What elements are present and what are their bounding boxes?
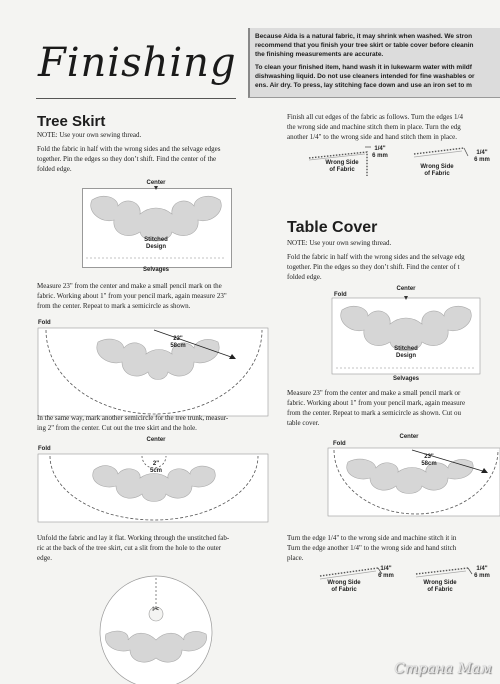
label-line: Wrong Side [420,164,454,170]
label-line: 2" [152,461,160,467]
selvages-label: Selvages [142,267,170,273]
page-title: Finishing [38,40,237,86]
fold-label: Fold [334,292,347,298]
center-label: Center [146,437,166,443]
text-line: fabric. Working about 1" from your pencil mark, again measure [287,399,466,407]
text-line: from the center. Repeat to mark a semicircle as shown. Cut ou [287,409,461,417]
text-line: Fold the fabric in half with the wrong sides and the selvage edg [287,253,465,261]
table-cover-step-3 [287,533,499,563]
label-line: Wrong Side [423,580,457,586]
text-line: another 1/4" to the wrong side and hand stitch them in place. [287,133,458,141]
text-line: Turn the edge another 1/4" to the wrong side and hand stitch [287,544,457,552]
tree-skirt-step-1 [37,144,269,174]
hem-measure-label [468,566,496,580]
text-line: Turn the edge 1/4" to the wrong side and machine stitch it in [287,534,457,542]
text-line: together. Pin the edges so they don’t shift. Find the center of t [287,263,460,271]
site-watermark: Страна Мам [394,661,492,677]
text-line: Measure 23" from the center and make a small pencil mark on the [37,282,222,290]
label-line: Wrong Side [327,580,361,586]
stitched-design-label [386,346,426,360]
notice-line: ens. Air dry. To press, lay stitching face down and use an iron set to m [255,82,472,89]
washing-notice [248,28,500,98]
text-line: fabric. Working about 1" from your pencil mark, again measure 23" [37,292,227,300]
table-cover-step-2 [287,388,499,428]
table-cover-step-1 [287,252,499,282]
notice-line: To clean your finished item, hand wash it in lukewarm water with mildf [255,64,472,71]
text-line: folded edge. [37,165,72,173]
finish-edges-text [287,112,500,142]
measure-label [163,336,193,350]
selvages-label: Selvages [392,376,420,382]
tree-skirt-step-3 [37,413,269,433]
text-line: together. Pin the edges so they don’t shift. Find the center of the [37,155,217,163]
hem-measure-label [365,146,395,160]
table-cover-fold-diagram [332,298,482,376]
tree-skirt-design-shape [82,188,230,266]
label-line: Stitched [394,346,418,352]
stitched-design-label [136,237,176,251]
table-cover-note: NOTE: Use your own sewing thread. [287,239,392,247]
title-divider [36,98,236,99]
notice-line: Because Aida is a natural fabric, it may shrink when washed. We stron [255,33,473,40]
text-line: the wrong side and machine stitch them in place. Turn the edg [287,123,461,131]
label-line: 1/4" [476,150,488,156]
label-line: 58cm [170,343,186,349]
notice-line: dishwashing liquid. Do not use cleaners intended for fine washables or [255,73,475,80]
fold-label: Fold [38,320,51,326]
text-line: Unfold the fabric and lay it flat. Working through the unstitched fab- [37,534,230,542]
fold-label: Fold [38,446,51,452]
label-line: 1/4" [476,566,488,572]
label-line: of Fabric [331,587,357,593]
label-line: Design [145,244,166,250]
label-line: 23" [424,454,434,460]
text-line: from the center. Repeat to mark a semicircle as shown. [37,302,191,310]
table-cover-heading: Table Cover [287,219,378,236]
text-line: table cover. [287,419,320,427]
center-label: Center [396,286,416,292]
tree-skirt-semicircle-diagram [38,328,270,418]
notice-line: recommend that you finish your tree skirt or table cover before cleanin [255,42,474,49]
text-line: folded edge. [287,273,322,281]
wrong-side-label [415,164,459,178]
text-line: Fold the fabric in half with the wrong sides and the selvage edges [37,145,221,153]
notice-line: the finishing measurements are accurate. [255,51,384,58]
scissors-icon: ✂ [152,605,160,615]
label-line: 6 mm [474,573,490,579]
text-line: Finish all cut edges of the fabric as follows. Turn the edges 1/4 [287,113,463,121]
text-line: edge. [37,554,52,562]
label-line: of Fabric [424,171,450,177]
measure-label [142,461,170,475]
center-label: Center [146,180,166,186]
wrong-side-label [418,580,462,594]
text-line: In the same way, mark another semicircle for the tree trunk, measur- [37,414,229,422]
hem-measure-label [468,150,496,164]
text-line: ing 2" from the center. Cut out the tree skirt and the hole. [37,424,197,432]
label-line: 5cm [149,468,162,474]
wrong-side-label [320,160,364,174]
tree-skirt-heading: Tree Skirt [37,113,106,130]
text-line: Measure 23" from the center and make a small pencil mark or [287,389,461,397]
tree-skirt-step-2 [37,281,269,311]
label-line: 23" [173,336,183,342]
fold-label: Fold [333,441,346,447]
measure-label [414,454,444,468]
label-line: 6 mm [378,573,394,579]
center-label: Center [399,434,419,440]
label-line: Stitched [144,237,168,243]
label-line: 1/4" [374,146,386,152]
tree-skirt-note: NOTE: Use your own sewing thread. [37,131,142,139]
label-line: 6 mm [372,153,388,159]
label-line: 1/4" [380,566,392,572]
label-line: 58cm [421,461,437,467]
wrong-side-label [322,580,366,594]
label-line: of Fabric [427,587,453,593]
label-line: Design [395,353,416,359]
text-line: place. [287,554,304,562]
hem-measure-label [372,566,400,580]
tree-skirt-full-circle-diagram [96,574,216,684]
label-line: Wrong Side [325,160,359,166]
label-line: of Fabric [329,167,355,173]
text-line: ric at the back of the tree skirt, cut a slit from the hole to the outer [37,544,222,552]
tree-skirt-step-4 [37,533,269,563]
label-line: 6 mm [474,157,490,163]
